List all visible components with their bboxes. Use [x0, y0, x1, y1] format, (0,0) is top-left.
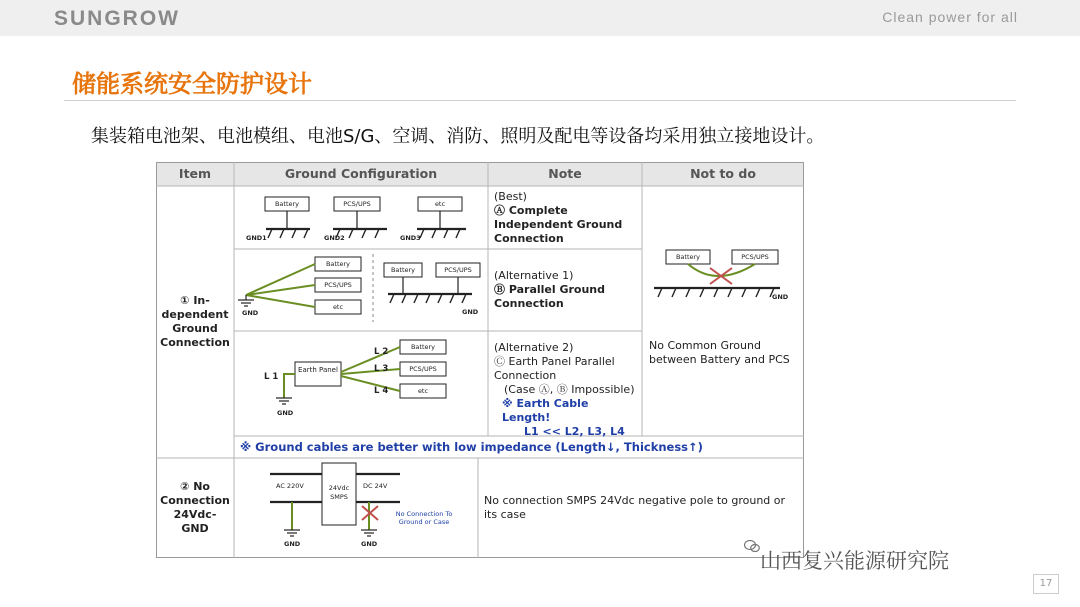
note-alt2-length: L1 << L2, L3, L4	[524, 425, 625, 438]
note-alt2-case: (Case Ⓐ, Ⓑ Impossible)	[504, 383, 635, 396]
label-pcs: PCS/UPS	[444, 266, 472, 274]
label-gnd3: GND3	[400, 234, 421, 242]
label-earth-panel: Earth Panel	[298, 366, 338, 374]
not-to-do-text: No Common Ground between Battery and PCS	[649, 339, 790, 366]
header-not-to-do: Not to do	[690, 166, 756, 181]
label-battery: Battery	[410, 343, 436, 351]
note-alternative-2	[494, 341, 640, 439]
label-l1: L 1	[264, 372, 279, 382]
label-l3: L 3	[374, 364, 389, 374]
tagline: Clean power for all	[882, 9, 1018, 25]
label-gnd2: GND2	[324, 234, 345, 242]
note-best-text: Ⓐ Complete Independent Ground Connection	[494, 204, 623, 245]
slide-subtitle: 集装箱电池架、电池模组、电池S/G、空调、消防、照明及配电等设备均采用独立接地设计。	[91, 126, 825, 147]
top-bar	[0, 0, 1080, 36]
label-l4: L 4	[374, 386, 389, 396]
page-number: 17	[1033, 574, 1059, 594]
label-smps: 24Vdc SMPS	[328, 484, 350, 501]
note-alt2-text: Ⓒ Earth Panel Parallel Connection	[494, 355, 615, 382]
note-best-tag: (Best)	[494, 190, 527, 203]
note-alt2-warning: ※ Earth Cable Length!	[502, 397, 589, 424]
item-independent-ground: ① In-dependent Ground Connection	[160, 294, 230, 349]
note-best	[494, 190, 640, 246]
label-gnd: GND	[284, 540, 301, 548]
label-gnd: GND	[277, 409, 294, 417]
label-pcs: PCS/UPS	[324, 281, 352, 289]
title-divider	[64, 100, 1016, 101]
label-pcs: PCS/UPS	[343, 200, 371, 208]
label-gnd1: GND1	[246, 234, 267, 242]
watermark-text: 山西复兴能源研究院	[760, 549, 949, 573]
label-etc: etc	[332, 303, 344, 311]
label-gnd: GND	[462, 308, 479, 316]
header-ground-configuration: Ground Configuration	[284, 166, 438, 181]
label-l2: L 2	[374, 347, 389, 357]
impedance-note: ※ Ground cables are better with low impedance (Length↓, Thickness↑)	[240, 440, 703, 454]
label-pcs: PCS/UPS	[741, 253, 769, 261]
wechat-icon	[744, 539, 760, 553]
row2-note: No connection SMPS 24Vdc negative pole to ground or its case	[484, 494, 786, 521]
label-gnd: GND	[772, 293, 789, 301]
header-note: Note	[548, 166, 582, 181]
slide-title: 储能系统安全防护设计	[72, 70, 312, 98]
label-dc: DC 24V	[363, 482, 388, 490]
label-etc: etc	[434, 200, 446, 208]
note-alternative-1	[494, 269, 640, 311]
label-battery: Battery	[325, 260, 351, 268]
label-battery: Battery	[390, 266, 416, 274]
label-battery: Battery	[274, 200, 300, 208]
label-gnd: GND	[361, 540, 378, 548]
label-ac: AC 220V	[276, 482, 304, 490]
label-no-connection: No Connection To Ground or Case	[395, 510, 453, 526]
note-alt1-text: Ⓑ Parallel Ground Connection	[494, 283, 606, 310]
label-pcs: PCS/UPS	[409, 365, 437, 373]
header-item: Item	[178, 166, 212, 181]
label-battery: Battery	[675, 253, 701, 261]
label-etc: etc	[417, 387, 429, 395]
item-no-connection: ② No Connection 24Vdc-GND	[160, 480, 230, 535]
label-gnd: GND	[242, 309, 259, 317]
sungrow-logo: SUNGROW	[54, 7, 180, 30]
ground-config-table	[156, 162, 804, 558]
note-alt1-tag: (Alternative 1)	[494, 269, 574, 282]
note-alt2-tag: (Alternative 2)	[494, 341, 574, 354]
